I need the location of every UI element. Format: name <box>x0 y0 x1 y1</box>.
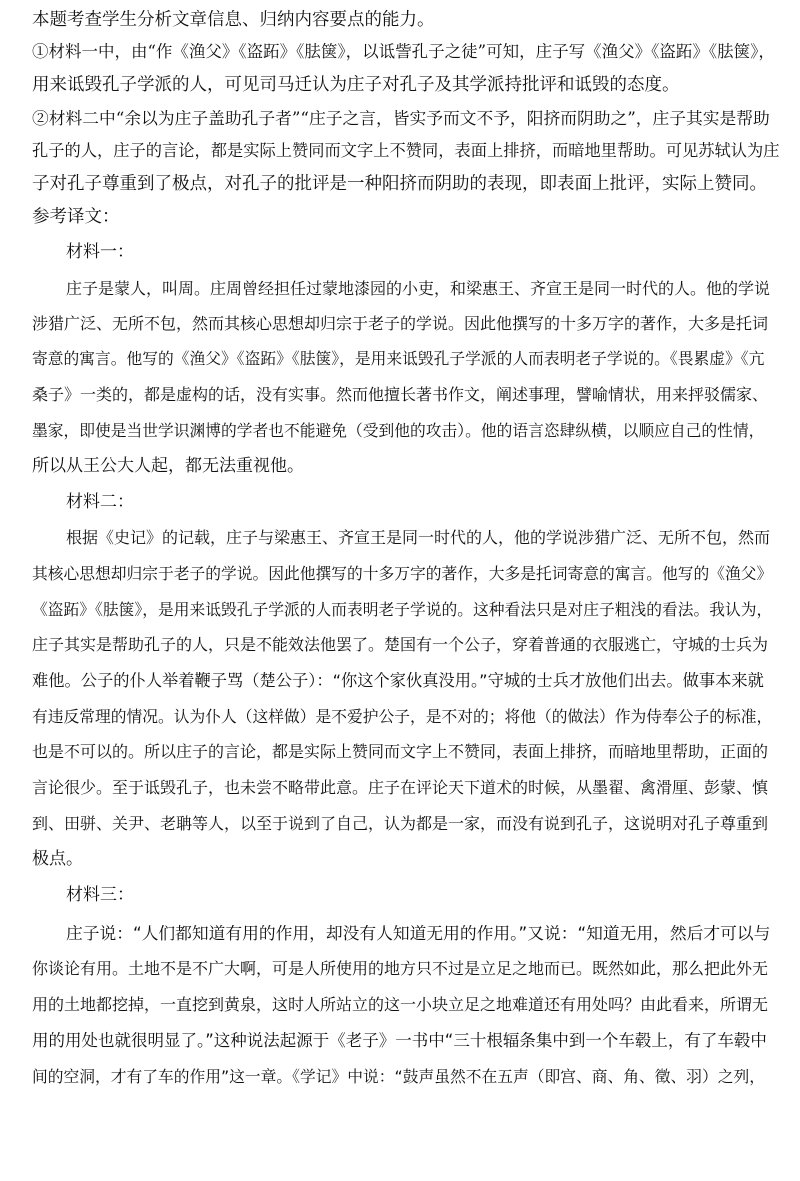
analysis-point2-line3: 子对孔子尊重到了极点，对孔子的批评是一种阳挤而阴助的表现，即表面上批评，实际上赞同。 <box>32 174 767 194</box>
paragraph-line: 《盗跖》《胠箧》，是用来诋毁孔子学派的人而表明老子学说的。这种看法只是对庄子粗浅的看法。我认为， <box>32 600 772 619</box>
paragraph-line: 庄子是蒙人，叫周。庄周曾经担任过蒙地漆园的小吏，和梁惠王、齐宣王是同一时代的人。他的学说 <box>66 279 771 298</box>
paragraph-line: 涉猎广泛、无所不包，然而其核心思想却归宗于老子的学说。因此他撰写的十多万字的著作，大多是托词 <box>32 314 769 333</box>
analysis-point2-line1: ②材料二中“余以为庄子盖助孔子者”“庄子之言，皆实予而文不予，阳挤而阴助之”，庄子其实是帮助 <box>32 108 770 128</box>
paragraph-line: 寄意的寓言。他写的《渔父》《盗跖》《胠箧》，是用来诋毁孔子学派的人而表明老子学说的。《畏累虚》《亢 <box>32 349 765 368</box>
analysis-point1-line1: ①材料一中，由“作《渔父》《盗跖》《胠箧》，以诋訾孔子之徒”可知，庄子写《渔父》《盗跖》《胠箧》， <box>32 42 775 61</box>
analysis-point1-line2: 用来诋毁孔子学派的人，可见司马迁认为庄子对孔子及其学派持批评和诋毁的态度。 <box>32 75 680 95</box>
paragraph-line: 庄子其实是帮助孔子的人，只是不能效法他罢了。楚国有一个公子，穿着普通的衣服逃亡，守城的士兵为 <box>32 635 769 654</box>
paragraph-line: 间的空洞，才有了车的作用”这一章。《学记》中说：“鼓声虽然不在五声（即宫、商、角、徵、羽）之列， <box>32 1067 765 1086</box>
paragraph-line: 极点。 <box>32 849 83 869</box>
material3-heading: 材料三： <box>66 885 134 905</box>
analysis-point2-line2: 孔子的人，庄子的言论，都是实际上赞同而文字上不赞同，表面上排挤，而暗地里帮助。可见苏轼认为庄 <box>32 141 780 160</box>
paragraph-line: 言论很少。至于诋毁孔子，也未尝不略带此意。庄子在评论天下道术的时候，从墨翟、禽滑厘、彭蒙、慎 <box>32 778 769 797</box>
paragraph-line: 有违反常理的情况。认为仆人（这样做）是不爱护公子，是不对的；将他（的做法）作为侍奉公子的标准， <box>32 707 772 726</box>
paragraph-line: 桑子》一类的，都是虚构的话，没有实事。然而他擅长著书作文，阐述事理，譬喻情状，用来抨驳儒家、 <box>32 385 769 404</box>
paragraph-line: 到、田骈、关尹、老聃等人，以至于说到了自己，认为都是一家，而没有说到孔子，这说明对孔子尊重到 <box>32 814 769 833</box>
paragraph-line: 用的土地都挖掉，一直挖到黄泉，这时人所站立的这一小块立足之地难道还有用处吗？由此看来，所谓无 <box>32 995 769 1014</box>
paragraph-line: 根据《史记》的记载，庄子与梁惠王、齐宣王是同一时代的人，他的学说涉猎广泛、无所不包，然而 <box>66 528 771 547</box>
paragraph-line: 所以从王公大人起，都无法重视他。 <box>32 456 304 476</box>
paragraph-line: 你谈论有用。土地不是不广大啊，可是人所使用的地方只不过是立足之地而已。既然如此，那么把此外无 <box>32 959 769 978</box>
paragraph-line: 墨家，即使是当世学识渊博的学者也不能避免（受到他的攻击）。他的语言恣肆纵横，以顺应自己的性情， <box>32 421 765 440</box>
paragraph-line: 难他。公子的仆人举着鞭子骂（楚公子）：“你这个家伙真没用。”守城的士兵才放他们出去。做事本来就 <box>32 671 764 690</box>
paragraph-line: 用的用处也就很明显了。”这种说法起源于《老子》一书中“三十根辐条集中到一个车毂上，有了车毂中 <box>32 1031 767 1050</box>
translation-label: 参考译文： <box>32 207 120 227</box>
paragraph-line: 也是不可以的。所以庄子的言论，都是实际上赞同而文字上不赞同，表面上排挤，而暗地里帮助，正面的 <box>32 742 769 761</box>
material1-heading: 材料一： <box>66 242 134 262</box>
paragraph-line: 庄子说：“人们都知道有用的作用，却没有人知道无用的作用。”又说：“知道无用，然后才可以与 <box>66 923 771 943</box>
analysis-intro: 本题考查学生分析文章信息、归纳内容要点的能力。 <box>32 10 435 30</box>
paragraph-line: 其核心思想却归宗于老子的学说。因此他撰写的十多万字的著作，大多是托词寄意的寓言。他写的《渔父》 <box>32 564 772 583</box>
material2-heading: 材料二： <box>66 492 134 512</box>
